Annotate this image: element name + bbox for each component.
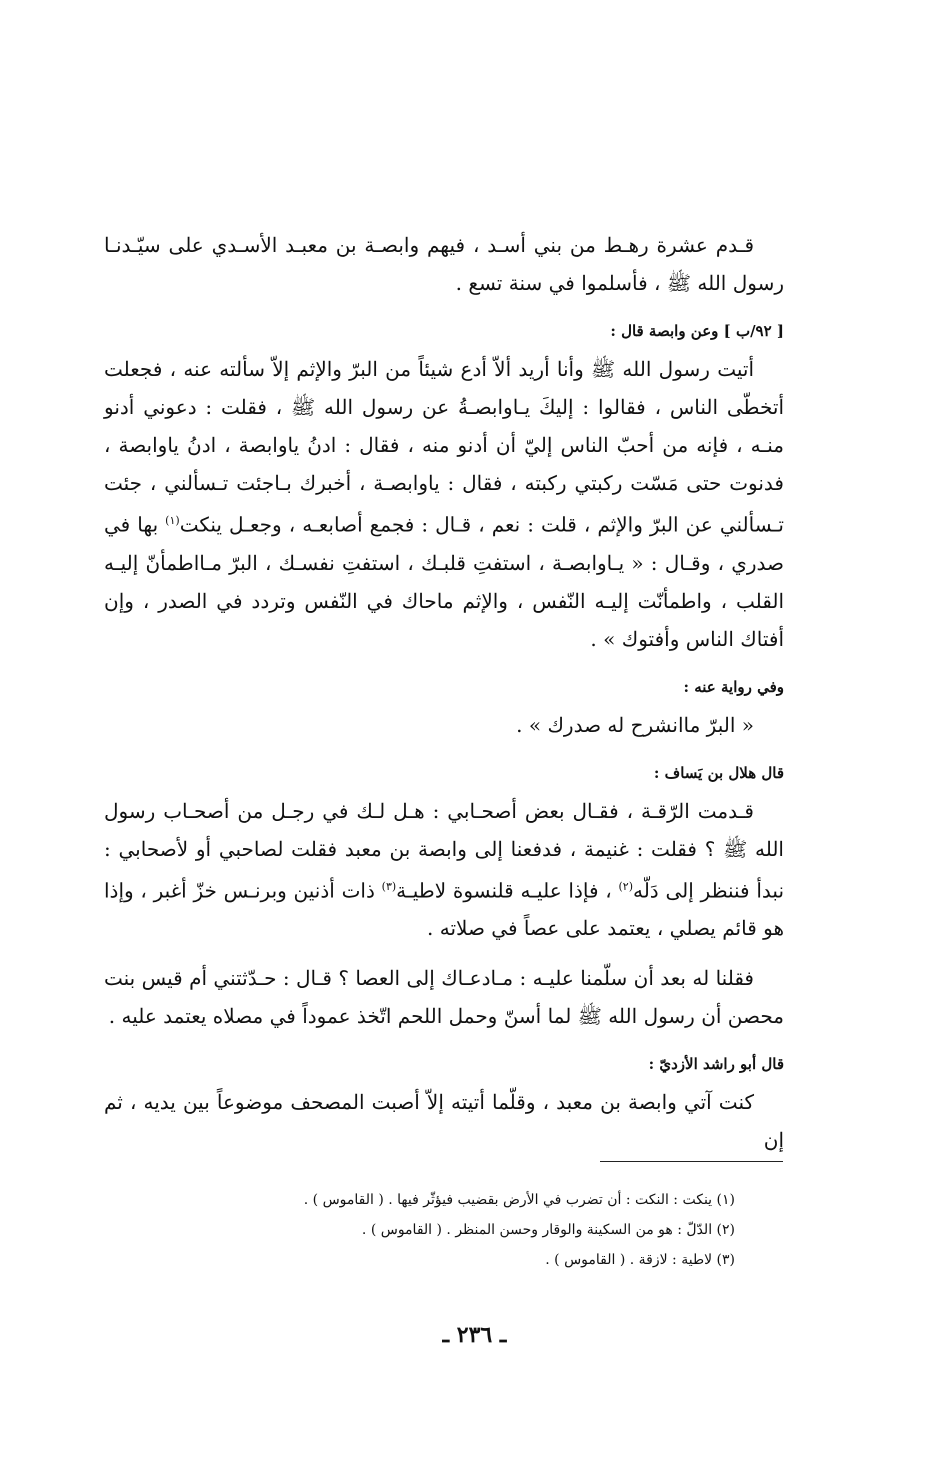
paragraph-intro: قـدم عشرة رهـط من بني أسـد ، فيهم وابصـة بن معبـد الأسـدي على سيّـدنـا رسول الله ﷺ ، فأسلموا في سنة تسع .: [104, 233, 784, 295]
section-heading-riwaya: وفي رواية عنه :: [683, 677, 784, 696]
section-heading-hilal: قال هلال بن يَساف :: [653, 763, 784, 782]
paragraph-wabisa-hadith: [104, 350, 784, 658]
paragraph-hilal: [104, 792, 784, 948]
footnote-divider: [600, 1161, 783, 1162]
footnote-3: (٣) لاطية : لازقة . ( القاموس ) .: [545, 1252, 735, 1268]
paragraph-riwaya: « البرّ ماانشرح له صدرك » .: [516, 712, 754, 737]
footnotes: [260, 1185, 735, 1275]
page-number: ـ ٢٣٦ ـ: [442, 1322, 507, 1348]
paragraph-hilal-part-2: ، فإذا عليـه قلنسوة لاطيـة: [396, 878, 619, 903]
footnote-ref-1: (١): [165, 514, 180, 527]
paragraph-hilal-part-1: قـدمت الرّقـة ، فقـال بعض أصحـابي : هـل لـك في رجـل من أصحـاب رسول الله ﷺ ؟ فقلت : غنيمة ، فدفعنا إلى وابصة بن معبد فقلت لصاحبي أو لأصحابي : نبدأ فننظر إلى دَلّه: [104, 798, 785, 903]
footnote-2: (٢) الدّلّ : هو من السكينة والوقار وحسن المنظر . ( القاموس ) .: [361, 1222, 735, 1238]
paragraph-wabisa-part-2: بها في صدري ، وقـال : « يـاوابصـة ، استفتِ قلبـك ، استفتِ نفسـك ، البرّ مـااطمأنّ إليـه القلب ، واطمأنّت إليـه النّفس ، والإثم ماحاك في النّفس وتردد في الصدر ، وإن أفتاك الناس وأفتوك » .: [104, 512, 784, 651]
paragraph-abu-rashid: كنت آتي وابصة بن معبد ، وقلّما أتيته إلاّ أصبت المصحف موضوعاً بين يديه ، ثم إن: [104, 1090, 784, 1153]
section-heading-abu-rashid: قال أبو راشد الأزديّ :: [648, 1055, 784, 1074]
main-text: [104, 226, 784, 1159]
paragraph-wabisa-part-1: أتيت رسول الله ﷺ وأنا أريد ألاّ أدع شيئاً من البرّ والإثم إلاّ سألته عنه ، فجعلت أتخطّى الناس ، فقالوا : إليكَ يـاوابصـةُ عن رسول الله ﷺ ، فقلت : دعوني أدنو منـه ، فإنه من أحبّ الناس إليّ أن أدنو منه ، فقال : ادنُ ياوابصة ، ادنُ ياوابصة ، فدنوت حتى مَسّت ركبتي ركبته ، فقال : ياوابصـة ، أخبرك بـاجئت تـسألني ، جئت تـسألني عن البرّ والإثم ، قلت : نعم ، قـال : فجمع أصابعـه ، وجعـل ينكت: [104, 357, 784, 537]
section-heading-wabisa: [ ٩٢/ب ] وعن وابصة قال :: [610, 322, 784, 340]
paragraph-hilal-part-3: ذات أذنين وبرنـس خزّ أغبر ، وإذا هو قائم يصلي ، يعتمد على عصاً في صلاته .: [104, 878, 784, 941]
footnote-1: (١) ينكت : النكت : أن تضرب في الأرض بقضيب فيؤثّر فيها . ( القاموس ) .: [303, 1192, 735, 1208]
footnote-ref-2: (٢): [618, 879, 633, 893]
paragraph-asa: فقلنا له بعد أن سلّمنا عليـه : مـادعـاك إلى العصا ؟ قـال : حـدّثتني أم قيس بنت محصن أن رسول الله ﷺ لما أسنّ وحمل اللحم اتّخذ عموداً في مصلاه يعتمد عليه .: [104, 966, 784, 1029]
footnote-ref-3: (٣): [381, 879, 397, 893]
